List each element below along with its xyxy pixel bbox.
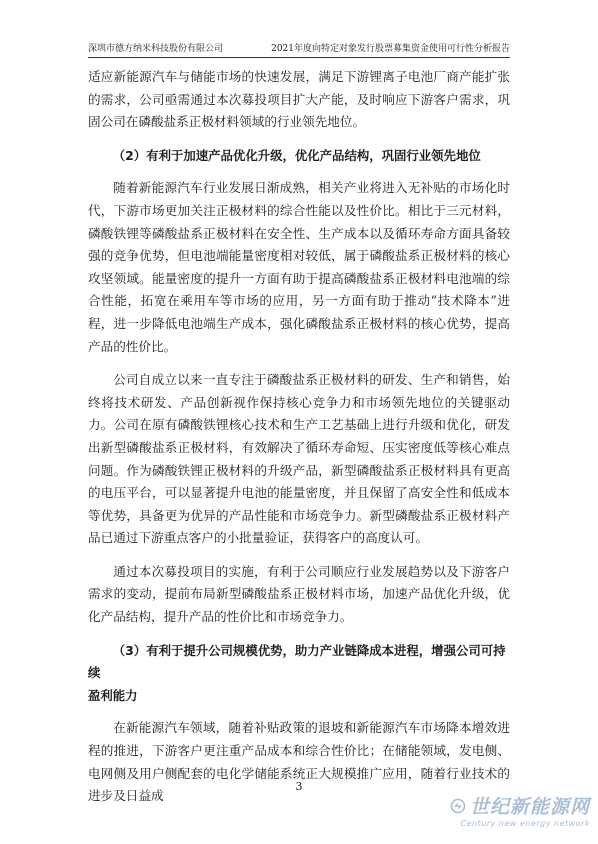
page-number: 3 bbox=[295, 780, 303, 793]
watermark-subtext: Century new energy network bbox=[460, 819, 590, 828]
watermark-text: 世纪新能源网 bbox=[469, 796, 590, 818]
paragraph-intro: 适应新能源汽车与储能市场的快速发展，满足下游锂离子电池厂商产能扩张的需求，公司亟需通过本次募投项目扩大产能，及时响应下游客户需求，巩固公司在磷酸盐系正极材料领域的行业领先地位。 bbox=[88, 69, 510, 130]
document-body bbox=[88, 66, 510, 819]
page-header bbox=[88, 38, 510, 58]
paragraph-2a: 随着新能源汽车行业发展日渐成熟，相关产业将进入无补贴的市场化时代，下游市场更加关注正极材料的综合性能以及性价比。相比于三元材料，磷酸铁锂等磷酸盐系正极材料在安全性、生产成本以及循环寿命方面具备较强的竞争优势，但电池端能量密度相对较低，属于磷酸盐系正极材料的核心攻坚领域。能量密度的提升一方面有助于提高磷酸盐系正极材料电池端的综合性能，拓宽在乘用车等市场的应用，另一方面有助于推动“技术降本”进程，进一步降低电池端生产成本，强化磷酸盐系正极材料的核心优势，提高产品的性价比。 bbox=[88, 180, 510, 354]
header-company: 深圳市德方纳米科技股份有限公司 bbox=[88, 44, 224, 54]
section-heading-2: （2）有利于加速产品优化升级，优化产品结构，巩固行业领先地位 bbox=[112, 147, 481, 163]
section-heading-3 bbox=[88, 640, 510, 708]
header-report-title: 2021年度向特定对象发行股票募集资金使用可行性分析报告 bbox=[271, 44, 510, 54]
watermark-logo bbox=[422, 792, 590, 826]
section-heading-3-line1: （3）有利于提升公司规模优势，助力产业链降成本进程，增强公司可持续 bbox=[88, 642, 506, 681]
paragraph-2b: 公司自成立以来一直专注于磷酸盐系正极材料的研发、生产和销售，始终将技术研发、产品创新视作保持核心竞争力和市场领先地位的关键驱动力。公司在原有磷酸铁锂核心技术和生产工艺基础上进行升级和优化，研发出新型磷酸盐系正极材料，有效解决了循环寿命短、压实密度低等核心难点问题。作为磷酸铁锂正极材料的升级产品，新型磷酸盐系正极材料具有更高的电压平台，可以显著提升电池的能量密度，并且保留了高安全性和低成本等优势，具备更为优异的产品性能和市场竞争力。新型磷酸盐系正极材料产品已通过下游重点客户的小批量验证，获得客户的高度认可。 bbox=[88, 372, 510, 546]
paragraph-2c: 通过本次募投项目的实施，有利于公司顺应行业发展趋势以及下游客户需求的变动，提前布局新型磷酸盐系正极材料市场，加速产品优化升级，优化产品结构，提升产品的性价比和市场竞争力。 bbox=[88, 563, 510, 625]
paragraph-3a: 在新能源汽车领域，随着补贴政策的退坡和新能源汽车市场降本增效进程的推进，下游客户更注重产品成本和综合性价比；在储能领域，发电侧、电网侧及用户侧配套的电化学储能系统正大规模推广应用，随着行业技术的进步及日益成 bbox=[88, 720, 510, 804]
section-heading-3-line2: 盈利能力 bbox=[88, 687, 138, 703]
energy-logo-icon bbox=[450, 798, 466, 814]
